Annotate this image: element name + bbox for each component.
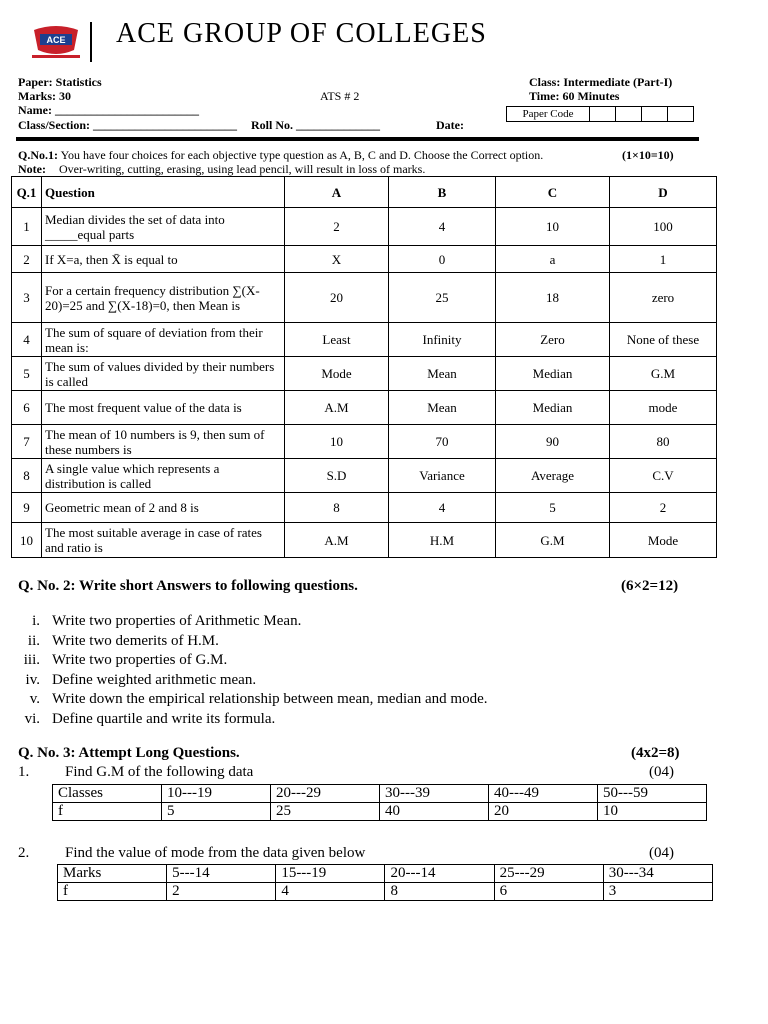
- paper-code-box: [506, 106, 694, 122]
- row-label-cell: f: [53, 803, 162, 821]
- q2-item: [0, 651, 488, 671]
- data-cell: 2: [167, 883, 276, 901]
- option-c: Median: [496, 357, 610, 391]
- mcq-row: [12, 246, 717, 273]
- q1-instruction-line: [18, 148, 543, 163]
- mcq-row: [12, 323, 717, 357]
- header-divider: [90, 22, 92, 62]
- data-cell: 50---59: [598, 785, 707, 803]
- q2-item: [0, 710, 488, 730]
- q3-part2-number: 2.: [18, 845, 30, 861]
- row-label-cell: Marks: [58, 865, 167, 883]
- mcq-row: [12, 425, 717, 459]
- q2-item-text: Define quartile and write its formula.: [52, 710, 276, 727]
- question-text: The sum of values divided by their numbers is called: [42, 357, 285, 391]
- data-cell: 20---29: [271, 785, 380, 803]
- data-cell: 30---39: [380, 785, 489, 803]
- option-a: 8: [285, 493, 389, 523]
- option-a: Mode: [285, 357, 389, 391]
- q2-item-number: vi.: [24, 710, 40, 727]
- option-b: 4: [389, 493, 496, 523]
- question-text: Geometric mean of 2 and 8 is: [42, 493, 285, 523]
- option-d: zero: [610, 273, 717, 323]
- option-a: X: [285, 246, 389, 273]
- option-a: A.M: [285, 391, 389, 425]
- paper-subject: Paper: Statistics: [18, 75, 102, 89]
- question-number: 6: [12, 391, 42, 425]
- option-c: Average: [496, 459, 610, 493]
- q2-item-number: ii.: [27, 632, 40, 649]
- q2-item-text: Write two properties of Arithmetic Mean.: [52, 613, 302, 629]
- option-d: mode: [610, 391, 717, 425]
- q1-note-line: [18, 162, 425, 177]
- data-table-row: [58, 865, 713, 883]
- option-d: Mode: [610, 523, 717, 558]
- question-number: 2: [12, 246, 42, 273]
- roll-number: Roll No. ______________: [251, 118, 380, 132]
- paper-code-label: Paper Code: [507, 107, 590, 121]
- q2-marks: (6×2=12): [621, 578, 679, 594]
- option-b: Infinity: [389, 323, 496, 357]
- col-option-d: D: [610, 177, 717, 208]
- option-b: Mean: [389, 391, 496, 425]
- option-a: S.D: [285, 459, 389, 493]
- q2-item-text: Define weighted arithmetic mean.: [52, 671, 257, 688]
- q3-part2-text: Find the value of mode from the data given below: [65, 845, 366, 861]
- data-cell: 40: [380, 803, 489, 821]
- note-text: Over-writing, cutting, erasing, using lead pencil, will result in loss of marks.: [58, 162, 426, 176]
- mcq-table: [11, 176, 717, 558]
- question-number: 5: [12, 357, 42, 391]
- data-cell: 8: [385, 883, 494, 901]
- mcq-row: [12, 273, 717, 323]
- question-text: A single value which represents a distribution is called: [42, 459, 285, 493]
- option-c: 5: [496, 493, 610, 523]
- q2-item: [0, 671, 488, 691]
- mcq-row: [12, 391, 717, 425]
- q2-item-text: Write two properties of G.M.: [52, 652, 228, 668]
- exam-date: Date:: [436, 118, 464, 132]
- row-label-cell: Classes: [53, 785, 162, 803]
- option-c: Zero: [496, 323, 610, 357]
- option-d: G.M: [610, 357, 717, 391]
- paper-marks: Marks: 30: [18, 89, 71, 103]
- question-number: 1: [12, 208, 42, 246]
- data-cell: 6: [494, 883, 603, 901]
- option-c: 18: [496, 273, 610, 323]
- data-cell: 30---34: [603, 865, 712, 883]
- col-option-c: C: [496, 177, 610, 208]
- row-label-cell: f: [58, 883, 167, 901]
- q3-marks: (4x2=8): [631, 745, 680, 761]
- data-table-row: [53, 785, 707, 803]
- option-b: 0: [389, 246, 496, 273]
- q2-item-number: v.: [29, 691, 40, 707]
- q2-item: [0, 690, 488, 710]
- question-text: If X=a, then X̄ is equal to: [42, 246, 285, 273]
- question-number: 10: [12, 523, 42, 558]
- option-d: 1: [610, 246, 717, 273]
- data-cell: 3: [603, 883, 712, 901]
- option-a: Least: [285, 323, 389, 357]
- option-b: 25: [389, 273, 496, 323]
- option-c: G.M: [496, 523, 610, 558]
- data-table-row: [58, 883, 713, 901]
- data-cell: 15---19: [276, 865, 385, 883]
- q3-part1-marks: (04): [649, 764, 674, 780]
- student-name: Name: ________________________: [18, 103, 199, 117]
- header-rule: [16, 137, 699, 141]
- option-b: H.M: [389, 523, 496, 558]
- option-a: 20: [285, 273, 389, 323]
- q2-item-number: iii.: [23, 652, 40, 668]
- q2-item: [0, 612, 488, 632]
- q1-marks: (1×10=10): [622, 148, 674, 162]
- q2-item: [0, 632, 488, 652]
- q2-item-number: i.: [32, 613, 40, 629]
- question-number: 4: [12, 323, 42, 357]
- data-cell: 20---14: [385, 865, 494, 883]
- q2-item-number: iv.: [25, 671, 40, 688]
- q3-part1-number: 1.: [18, 764, 30, 780]
- option-a: 10: [285, 425, 389, 459]
- data-cell: 20: [489, 803, 598, 821]
- class-level: Class: Intermediate (Part-I): [529, 75, 673, 89]
- data-table-row: [53, 803, 707, 821]
- question-number: 9: [12, 493, 42, 523]
- data-cell: 10: [598, 803, 707, 821]
- option-b: Mean: [389, 357, 496, 391]
- data-cell: 25: [271, 803, 380, 821]
- q2-item-text: Write two demerits of H.M.: [52, 632, 219, 649]
- ats-number: ATS # 2: [320, 89, 360, 103]
- q1-instruction: You have four choices for each objective type question as A, B, C and D. Choose the Correct option.: [60, 148, 544, 162]
- q3-title: Q. No. 3: Attempt Long Questions.: [18, 745, 240, 761]
- option-a: A.M: [285, 523, 389, 558]
- option-d: None of these: [610, 323, 717, 357]
- option-a: 2: [285, 208, 389, 246]
- option-c: 90: [496, 425, 610, 459]
- data-cell: 25---29: [494, 865, 603, 883]
- note-label: Note:: [18, 162, 46, 176]
- option-b: 70: [389, 425, 496, 459]
- data-cell: 5: [162, 803, 271, 821]
- option-d: 80: [610, 425, 717, 459]
- option-b: 4: [389, 208, 496, 246]
- mcq-header-row: [12, 177, 717, 208]
- class-section: Class/Section: ________________________: [18, 118, 237, 132]
- col-q-number: Q.1: [12, 177, 42, 208]
- mode-data-table: [57, 864, 713, 901]
- q1-label: Q.No.1:: [18, 148, 58, 162]
- col-option-b: B: [389, 177, 496, 208]
- question-text: The sum of square of deviation from their mean is:: [42, 323, 285, 357]
- college-title: ACE GROUP OF COLLEGES: [116, 18, 487, 49]
- mcq-row: [12, 493, 717, 523]
- col-option-a: A: [285, 177, 389, 208]
- mcq-row: [12, 459, 717, 493]
- q2-question-list: [0, 612, 488, 729]
- time-allowed: Time: 60 Minutes: [529, 89, 620, 103]
- question-text: The mean of 10 numbers is 9, then sum of these numbers is: [42, 425, 285, 459]
- college-logo: [26, 22, 86, 62]
- option-d: 2: [610, 493, 717, 523]
- question-text: For a certain frequency distribution ∑(X-20)=25 and ∑(X-18)=0, then Mean is: [42, 273, 285, 323]
- option-d: 100: [610, 208, 717, 246]
- q2-title: Q. No. 2: Write short Answers to following questions.: [18, 578, 358, 594]
- question-text: The most suitable average in case of rates and ratio is: [42, 523, 285, 558]
- question-text: Median divides the set of data into _____equal parts: [42, 208, 285, 246]
- q2-item-text: Write down the empirical relationship between mean, median and mode.: [52, 691, 488, 707]
- mcq-row: [12, 357, 717, 391]
- data-cell: 4: [276, 883, 385, 901]
- mcq-row: [12, 208, 717, 246]
- option-b: Variance: [389, 459, 496, 493]
- gm-data-table: [52, 784, 707, 821]
- question-number: 8: [12, 459, 42, 493]
- q3-part1-text: Find G.M of the following data: [65, 764, 254, 780]
- question-number: 3: [12, 273, 42, 323]
- option-d: C.V: [610, 459, 717, 493]
- question-text: The most frequent value of the data is: [42, 391, 285, 425]
- q3-part2-marks: (04): [649, 845, 674, 861]
- data-cell: 10---19: [162, 785, 271, 803]
- option-c: Median: [496, 391, 610, 425]
- option-c: a: [496, 246, 610, 273]
- mcq-row: [12, 523, 717, 558]
- option-c: 10: [496, 208, 610, 246]
- data-cell: 40---49: [489, 785, 598, 803]
- logo-text: ACE: [46, 35, 66, 45]
- col-question: Question: [42, 177, 285, 208]
- question-number: 7: [12, 425, 42, 459]
- data-cell: 5---14: [167, 865, 276, 883]
